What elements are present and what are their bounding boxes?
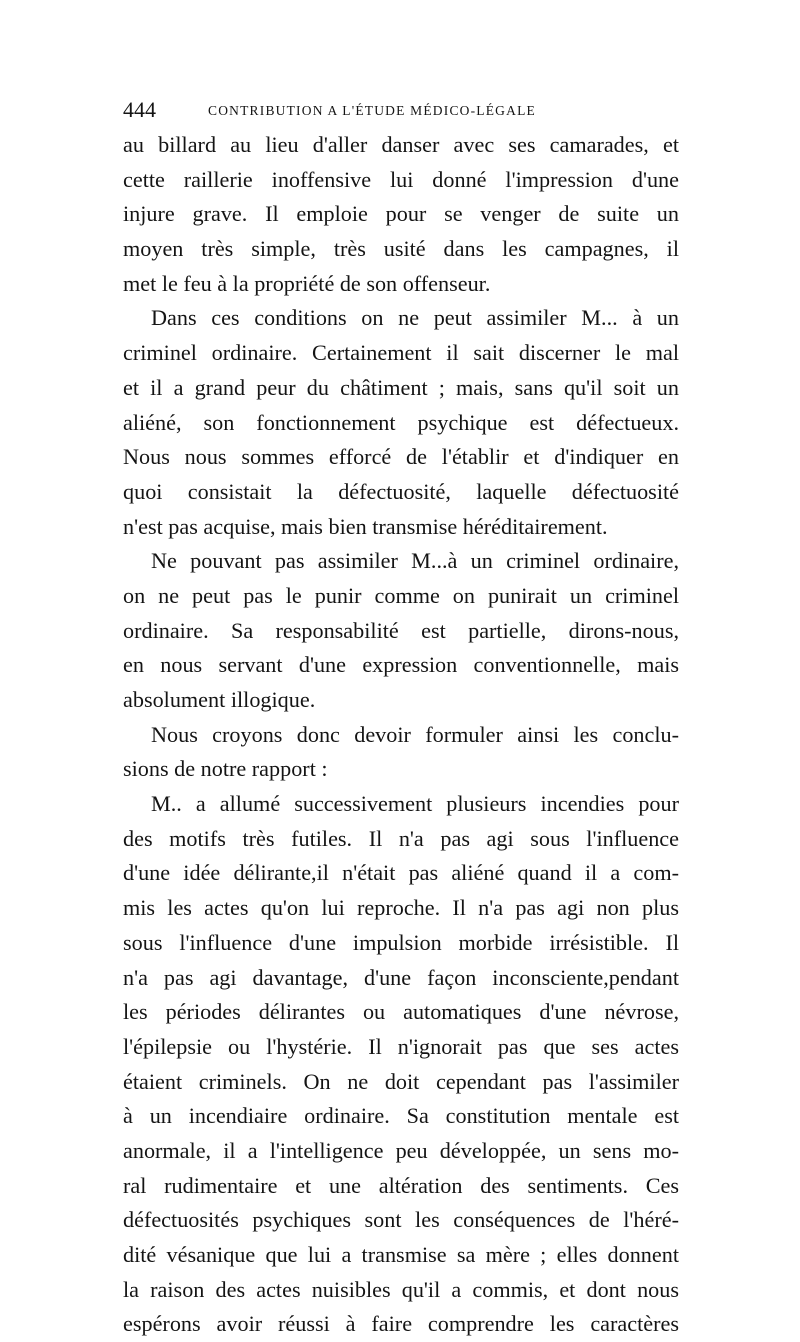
text-line: n'a pas agi davantage, d'une façon inconsciente,pendant <box>123 964 679 990</box>
running-title: CONTRIBUTION A L'ÉTUDE MÉDICO-LÉGALE <box>208 103 536 118</box>
text-line: anormale, il a l'intelligence peu développée, un sens mo- <box>123 1137 679 1163</box>
text-line: quoi consistait la défectuosité, laquelle défectuosité <box>123 478 679 504</box>
text-line: à un incendiaire ordinaire. Sa constitution mentale est <box>123 1103 679 1129</box>
text-line: sions de notre rapport : <box>123 756 328 782</box>
text-line: mis les actes qu'on lui reproche. Il n'a pas agi non plus <box>123 895 679 921</box>
text-line: injure grave. Il emploie pour se venger de suite un <box>123 201 679 227</box>
page-number: 444 <box>123 97 156 122</box>
text-line: met le feu à la propriété de son offenseur. <box>123 270 491 296</box>
text-line: cette raillerie inoffensive lui donné l'impression d'une <box>123 166 679 192</box>
text-line: espérons avoir réussi à faire comprendre les caractères <box>123 1311 679 1337</box>
page-header <box>123 95 683 125</box>
text-line: la raison des actes nuisibles qu'il a commis, et dont nous <box>123 1276 679 1302</box>
text-line: ral rudimentaire et une altération des sentiments. Ces <box>123 1172 679 1198</box>
text-line: Dans ces conditions on ne peut assimiler M... à un <box>151 305 679 331</box>
text-line: n'est pas acquise, mais bien transmise héréditairement. <box>123 513 608 539</box>
text-line: défectuosités psychiques sont les conséquences de l'héré- <box>123 1207 679 1233</box>
text-line: Ne pouvant pas assimiler M...à un criminel ordinaire, <box>151 548 679 574</box>
text-line: l'épilepsie ou l'hystérie. Il n'ignorait pas que ses actes <box>123 1033 679 1059</box>
text-line: absolument illogique. <box>123 687 316 712</box>
text-line: M.. a allumé successivement plusieurs incendies pour <box>151 791 679 817</box>
body-text <box>123 128 679 1342</box>
text-line: sous l'influence d'une impulsion morbide irrésistible. Il <box>123 929 679 955</box>
text-line: étaient criminels. On ne doit cependant pas l'assimiler <box>123 1068 679 1094</box>
text-line: au billard au lieu d'aller danser avec ses camarades, et <box>123 132 679 157</box>
text-line: Nous nous sommes efforcé de l'établir et d'indiquer en <box>123 444 679 470</box>
text-line: on ne peut pas le punir comme on punirait un criminel <box>123 582 679 608</box>
text-line: criminel ordinaire. Certainement il sait discerner le mal <box>123 340 679 366</box>
text-line: en nous servant d'une expression conventionnelle, mais <box>123 652 679 678</box>
text-line: et il a grand peur du châtiment ; mais, sans qu'il soit un <box>123 374 679 400</box>
text-line: dité vésanique que lui a transmise sa mère ; elles donnent <box>123 1242 679 1267</box>
text-line: aliéné, son fonctionnement psychique est défectueux. <box>123 409 679 435</box>
text-line: les périodes délirantes ou automatiques d'une névrose, <box>123 999 679 1025</box>
text-line: moyen très simple, très usité dans les campagnes, il <box>123 236 679 262</box>
text-line: Nous croyons donc devoir formuler ainsi les conclu- <box>151 721 679 747</box>
text-line: ordinaire. Sa responsabilité est partielle, dirons-nous, <box>123 617 679 643</box>
text-line: d'une idée délirante,il n'était pas aliéné quand il a com- <box>123 860 679 886</box>
text-line: des motifs très futiles. Il n'a pas agi sous l'influence <box>123 825 679 851</box>
